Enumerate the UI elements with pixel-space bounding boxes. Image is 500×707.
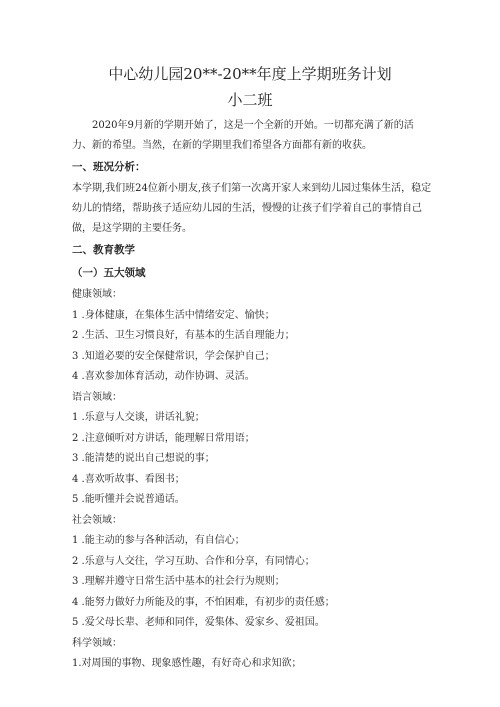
area-heading-social: 社会领域： <box>72 514 122 526</box>
list-item: 3 .知道必要的安全保健常识，学会保护自己； <box>72 350 275 362</box>
list-item: 2 .注意倾听对方讲话，能理解日常用语； <box>72 432 255 444</box>
class-analysis-paragraph: 本学期,我们班24位新小朋友,孩子们第一次离开家人来到幼儿园过集体生活，稳定幼儿的情绪，帮助孩子适应幼儿园的生活，慢慢的让孩子们学着自己的事情自己做，是这学期的主要任务。 <box>72 183 432 234</box>
area-heading-language: 语言领域： <box>72 391 122 403</box>
section-heading-teaching: 二、教育教学 <box>72 244 135 256</box>
list-item: 2 .乐意与人交往，学习互助、合作和分享，有同情心； <box>72 555 315 567</box>
list-item: 4 .喜欢听故事、看图书； <box>72 473 185 485</box>
list-item: 4 .能努力做好力所能及的事，不怕困难，有初步的责任感； <box>72 596 335 608</box>
area-heading-science: 科学领域： <box>72 637 122 649</box>
list-item: 3 .能清楚的说出自己想说的事； <box>72 453 215 464</box>
document-title: 中心幼儿园20**-20**年度上学期班务计划 <box>108 65 392 83</box>
list-item: 4 .喜欢参加体育活动，动作协调、灵活。 <box>72 371 255 382</box>
list-item: 3 .理解并遵守日常生活中基本的社会行为规则； <box>72 576 285 587</box>
list-item: 1 .能主动的参与各种活动，有自信心； <box>72 535 245 546</box>
list-item: 1.对周围的事物、现象感性趣，有好奇心和求知欲； <box>72 658 302 669</box>
list-item: 5 .爱父母长辈、老师和同伴，爱集体、爱家乡、爱祖国。 <box>72 617 325 628</box>
document-body <box>72 116 432 675</box>
list-item: 5 .能听懂并会说普通话。 <box>72 494 185 505</box>
section-heading-class-analysis: 一、班况分析： <box>72 161 146 173</box>
document-subtitle: 小二班 <box>227 91 273 109</box>
list-item: 1 .身体健康，在集体生活中情绪安定、愉快； <box>72 309 275 321</box>
list-item: 1 .乐意与人交谈，讲话礼貌； <box>72 412 205 423</box>
subheading-five-areas: （一）五大领域 <box>72 267 146 279</box>
list-item: 2 .生活、卫生习惯良好，有基本的生活自理能力； <box>72 330 295 341</box>
intro-paragraph: 2020年9月新的学期开始了，这是一个全新的开始。一切都充满了新的活力、新的希望。当然，在新的学期里我们希望各方面都有新的收获。 <box>72 120 414 151</box>
area-heading-health: 健康领域： <box>72 289 122 300</box>
